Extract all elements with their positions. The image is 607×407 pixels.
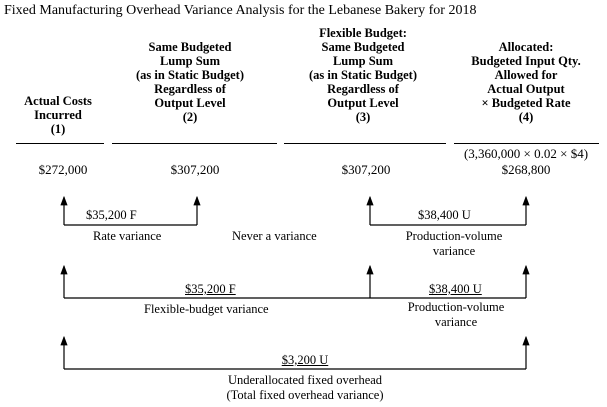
production-volume-label-1 (395, 229, 513, 259)
total-variance-amount: $3,200 U (281, 353, 329, 367)
production-volume-amount-1: $38,400 U (418, 208, 471, 222)
column-4-header-line: × Budgeted Rate (481, 96, 571, 110)
never-a-variance-label: Never a variance (232, 229, 317, 243)
total-variance-label-line: (Total fixed overhead variance) (226, 388, 384, 402)
column-4-header-line: Allowed for (494, 68, 558, 82)
production-volume-label-line: variance (434, 315, 478, 329)
column-2-header-line: (as in Static Budget) (136, 68, 244, 82)
rate-variance-label: Rate variance (93, 229, 162, 243)
column-4-header-line: Allocated: (498, 40, 554, 54)
rate-variance-amount: $35,200 F (86, 208, 137, 222)
flexible-budget-variance-label: Flexible-budget variance (144, 302, 269, 316)
column-1-value: $272,000 (38, 162, 88, 177)
column-3-value: $307,200 (341, 162, 391, 177)
column-2-header-line: Same Budgeted (148, 40, 232, 54)
production-volume-label-2 (397, 300, 515, 330)
column-3-header-line: Flexible Budget: (319, 26, 407, 40)
column-4-header-line: Budgeted Input Qty. (471, 54, 581, 68)
total-variance-label-line: Underallocated fixed overhead (227, 373, 383, 387)
column-1-number: (1) (50, 122, 66, 136)
column-2-header-line: Regardless of (154, 82, 226, 96)
column-3-header-line: Same Budgeted (321, 40, 405, 54)
column-2-number: (2) (182, 110, 198, 124)
column-4-value: $268,800 (501, 162, 551, 177)
column-4-header-line: Actual Output (487, 82, 565, 96)
column-4-number: (4) (518, 110, 534, 124)
column-1-header-line: Actual Costs (24, 94, 92, 108)
column-2-header-line: Output Level (154, 96, 226, 110)
production-volume-label-line: Production-volume (407, 300, 505, 314)
column-3-header-line: (as in Static Budget) (309, 68, 417, 82)
column-1-header-line: Incurred (34, 108, 82, 122)
column-3-header-line: Lump Sum (332, 54, 394, 68)
column-4-formula: (3,360,000 × 0.02 × $4) (463, 146, 589, 161)
production-volume-amount-2: $38,400 U (429, 282, 482, 296)
column-2-value: $307,200 (170, 162, 220, 177)
page-title: Fixed Manufacturing Overhead Variance Analysis for the Lebanese Bakery for 2018 (4, 3, 477, 18)
production-volume-label-line: Production-volume (405, 229, 503, 243)
column-2-header-line: Lump Sum (159, 54, 221, 68)
total-variance-label (205, 373, 405, 403)
column-3-header-line: Output Level (327, 96, 399, 110)
flexible-budget-variance-amount: $35,200 F (185, 282, 236, 296)
column-3-number: (3) (355, 110, 371, 124)
column-3-header-line: Regardless of (327, 82, 399, 96)
production-volume-label-line: variance (432, 244, 476, 258)
